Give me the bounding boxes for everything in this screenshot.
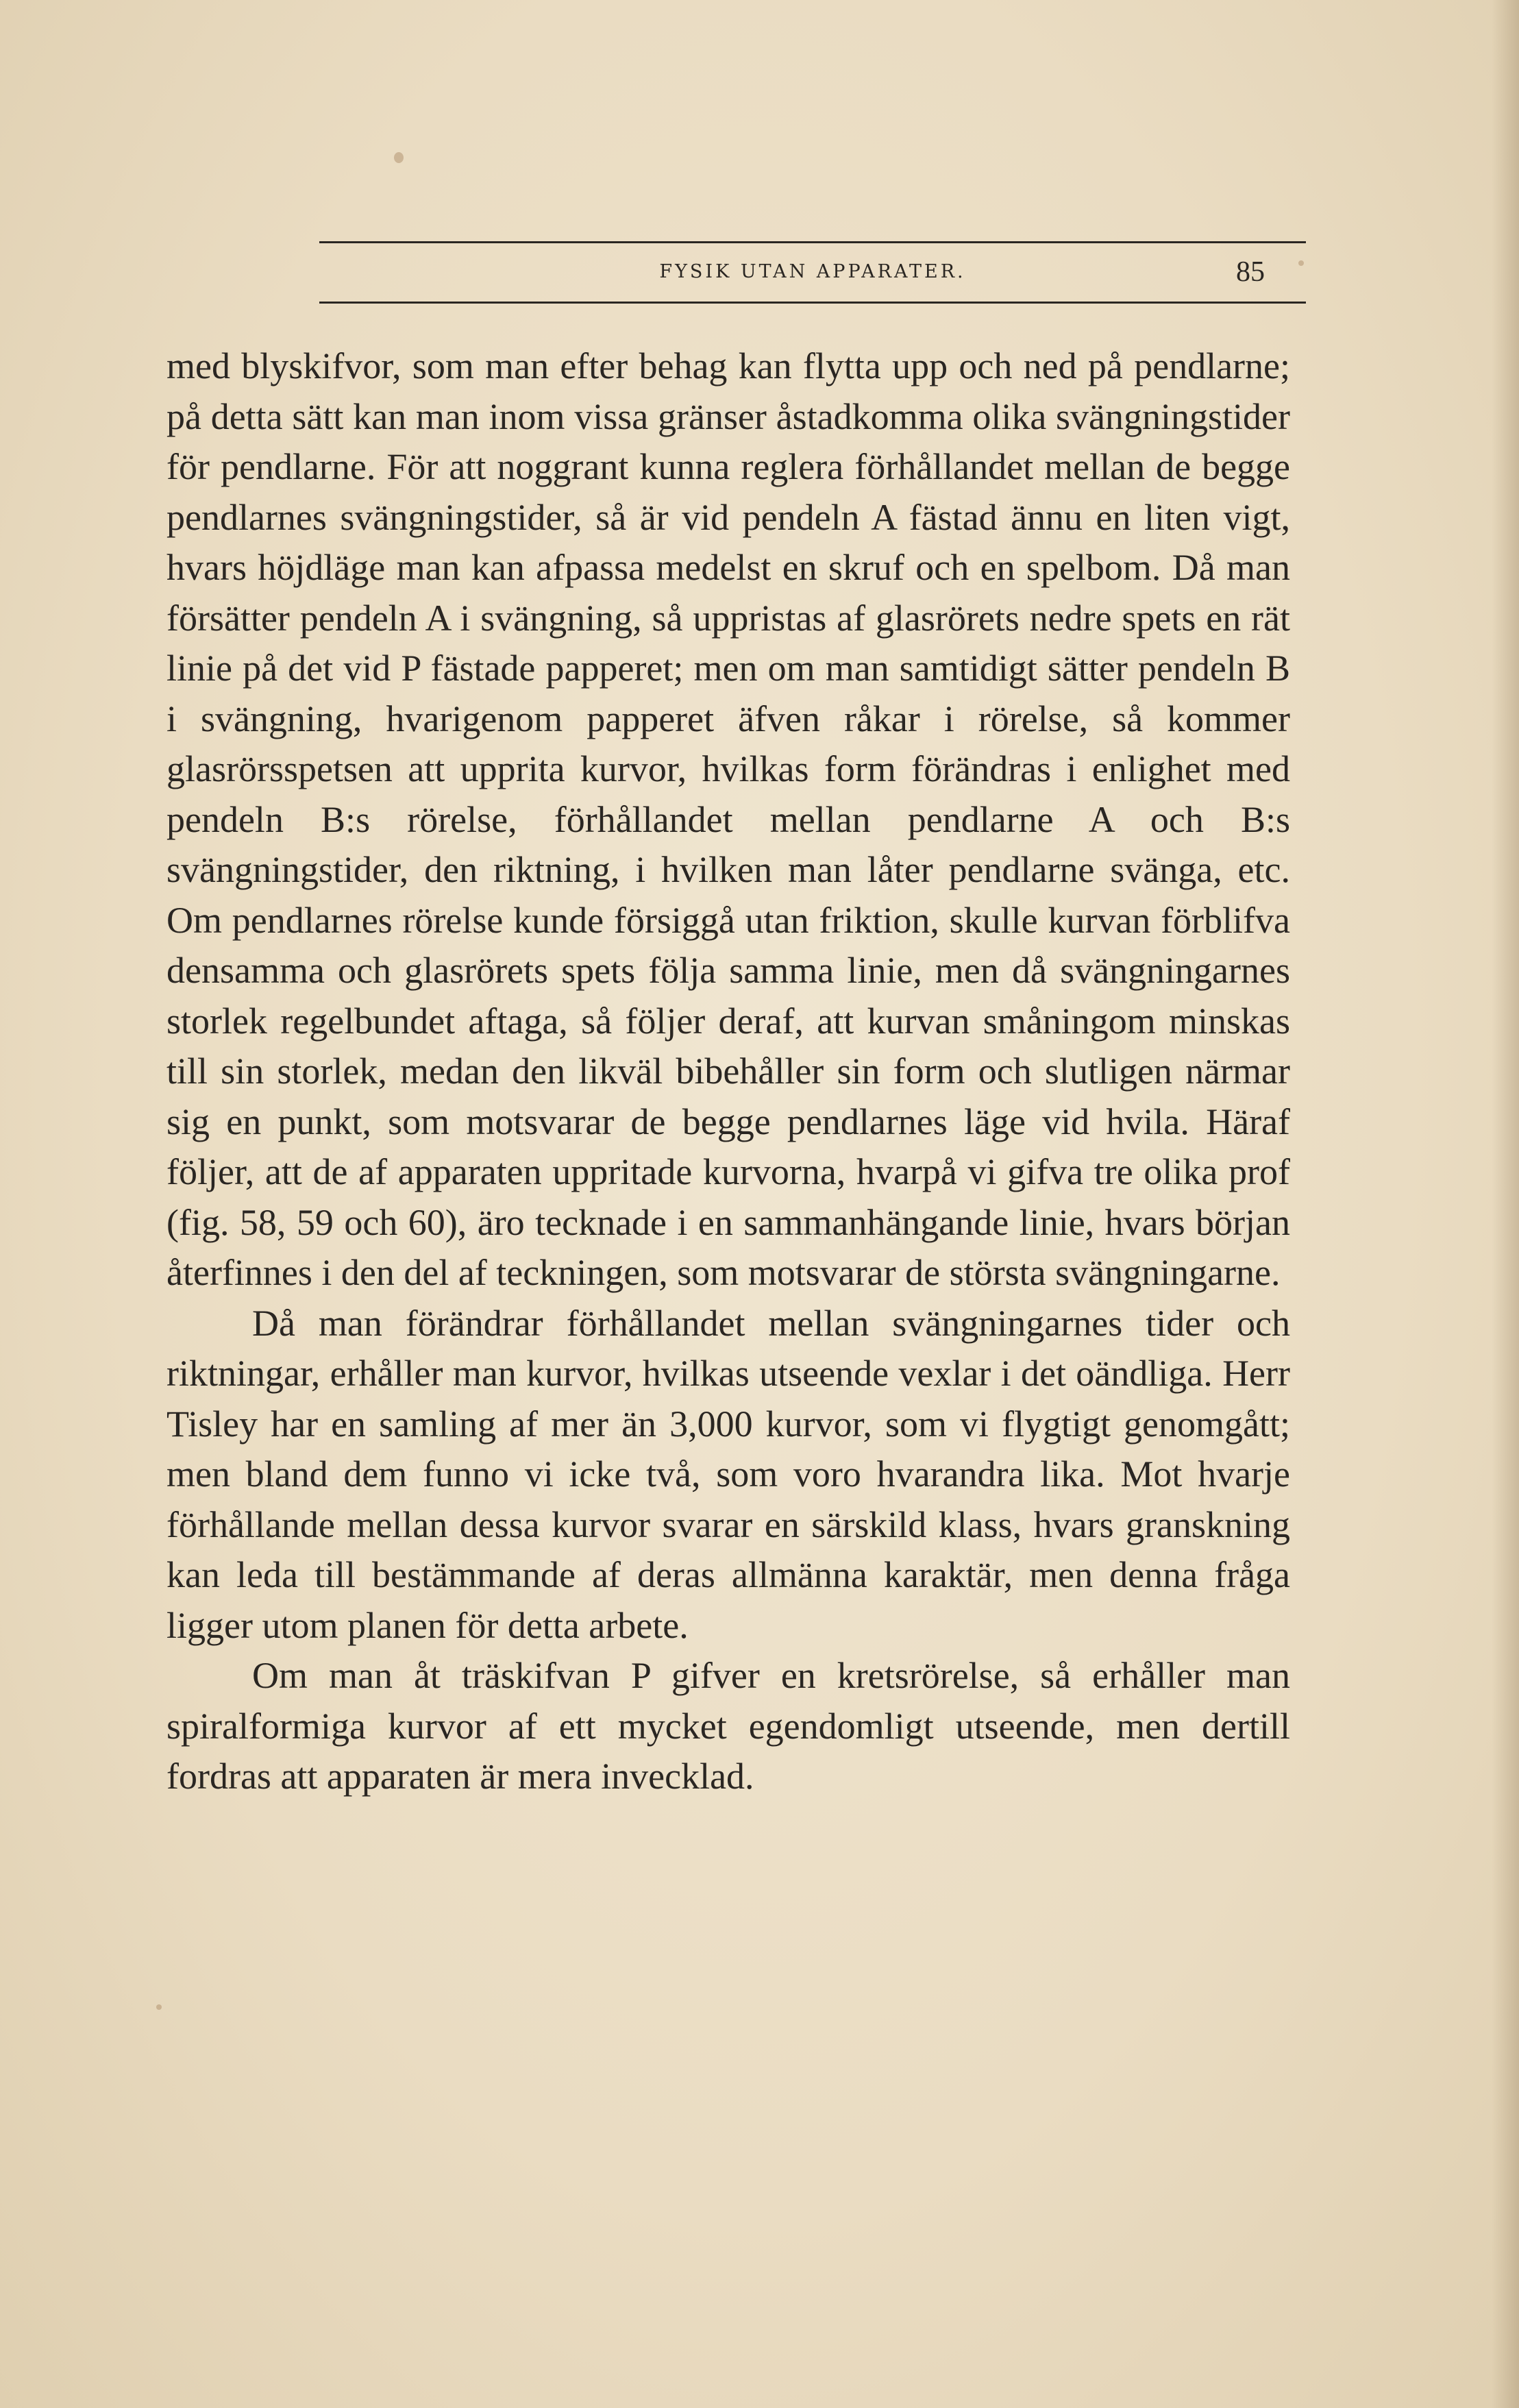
header-rule-bottom bbox=[319, 302, 1306, 304]
running-title: FYSIK UTAN APPARATER. bbox=[659, 261, 966, 282]
page-edge-shadow bbox=[1492, 0, 1519, 2408]
paragraph: med blyskifvor, som man efter behag kan flytta upp och ned på pendlarne; på detta sätt kan man inom vissa gränser åstadkomma olika svängningstider för pendlarne. För att noggrant kunna reglera förhållandet mellan de begge pendlarnes svängningstider, så är vid pendeln A fästad ännu en liten vigt, hvars höjdläge man kan afpassa medelst en skruf och en spelbom. Då man försätter pendeln A i svängning, så uppristas af glasrörets nedre spets en rät linie på det vid P fästade papperet; men om man samtidigt sätter pendeln B i svängning, hvarigenom papperet äfven råkar i rörelse, så kommer glasrörsspetsen att upprita kurvor, hvilkas form förändras i enlighet med pendeln B:s rörelse, förhållandet mellan pendlarne A och B:s svängningstider, den riktning, i hvilken man låter pendlarne svänga, etc. Om pendlarnes rörelse kunde försiggå utan friktion, skulle kurvan förblifva densamma och glasrörets spets följa samma linie, men då svängningarnes storlek regelbundet aftaga, så följer deraf, att kurvan småningom minskas till sin storlek, medan den likväl bibehåller sin form och slutligen närmar sig en punkt, som motsvarar de begge pendlarnes läge vid hvila. Häraf följer, att de af apparaten uppritade kurvorna, hvarpå vi gifva tre olika prof (fig. 58, 59 och 60), äro tecknade i en sammanhängande linie, hvars början återfinnes i den del af teckningen, som motsvarar de största svängningarne. bbox=[166, 345, 1290, 1293]
paper-stain bbox=[394, 152, 404, 163]
header-rule-top bbox=[319, 241, 1306, 243]
paragraph: Om man åt träskifvan P gifver en kretsrörelse, så erhåller man spiralformiga kurvor af ett mycket egendomligt utseende, men dertill fordras att apparaten är mera invecklad. bbox=[166, 1655, 1290, 1797]
body-text bbox=[166, 341, 1290, 1802]
running-head bbox=[319, 255, 1306, 289]
paragraph: Då man förändrar förhållandet mellan svängningarnes tider och riktningar, erhåller man kurvor, hvilkas utseende vexlar i det oändliga. Herr Tisley har en samling af mer än 3,000 kurvor, som vi flygtigt genomgått; men bland dem funno vi icke två, som voro hvarandra lika. Mot hvarje förhållande mellan dessa kurvor svarar en särskild klass, hvars granskning kan leda till bestämmande af deras allmänna karaktär, men denna fråga ligger utom planen för detta arbete. bbox=[166, 1302, 1290, 1646]
page-number: 85 bbox=[1236, 256, 1265, 288]
paper-stain bbox=[156, 2004, 162, 2010]
